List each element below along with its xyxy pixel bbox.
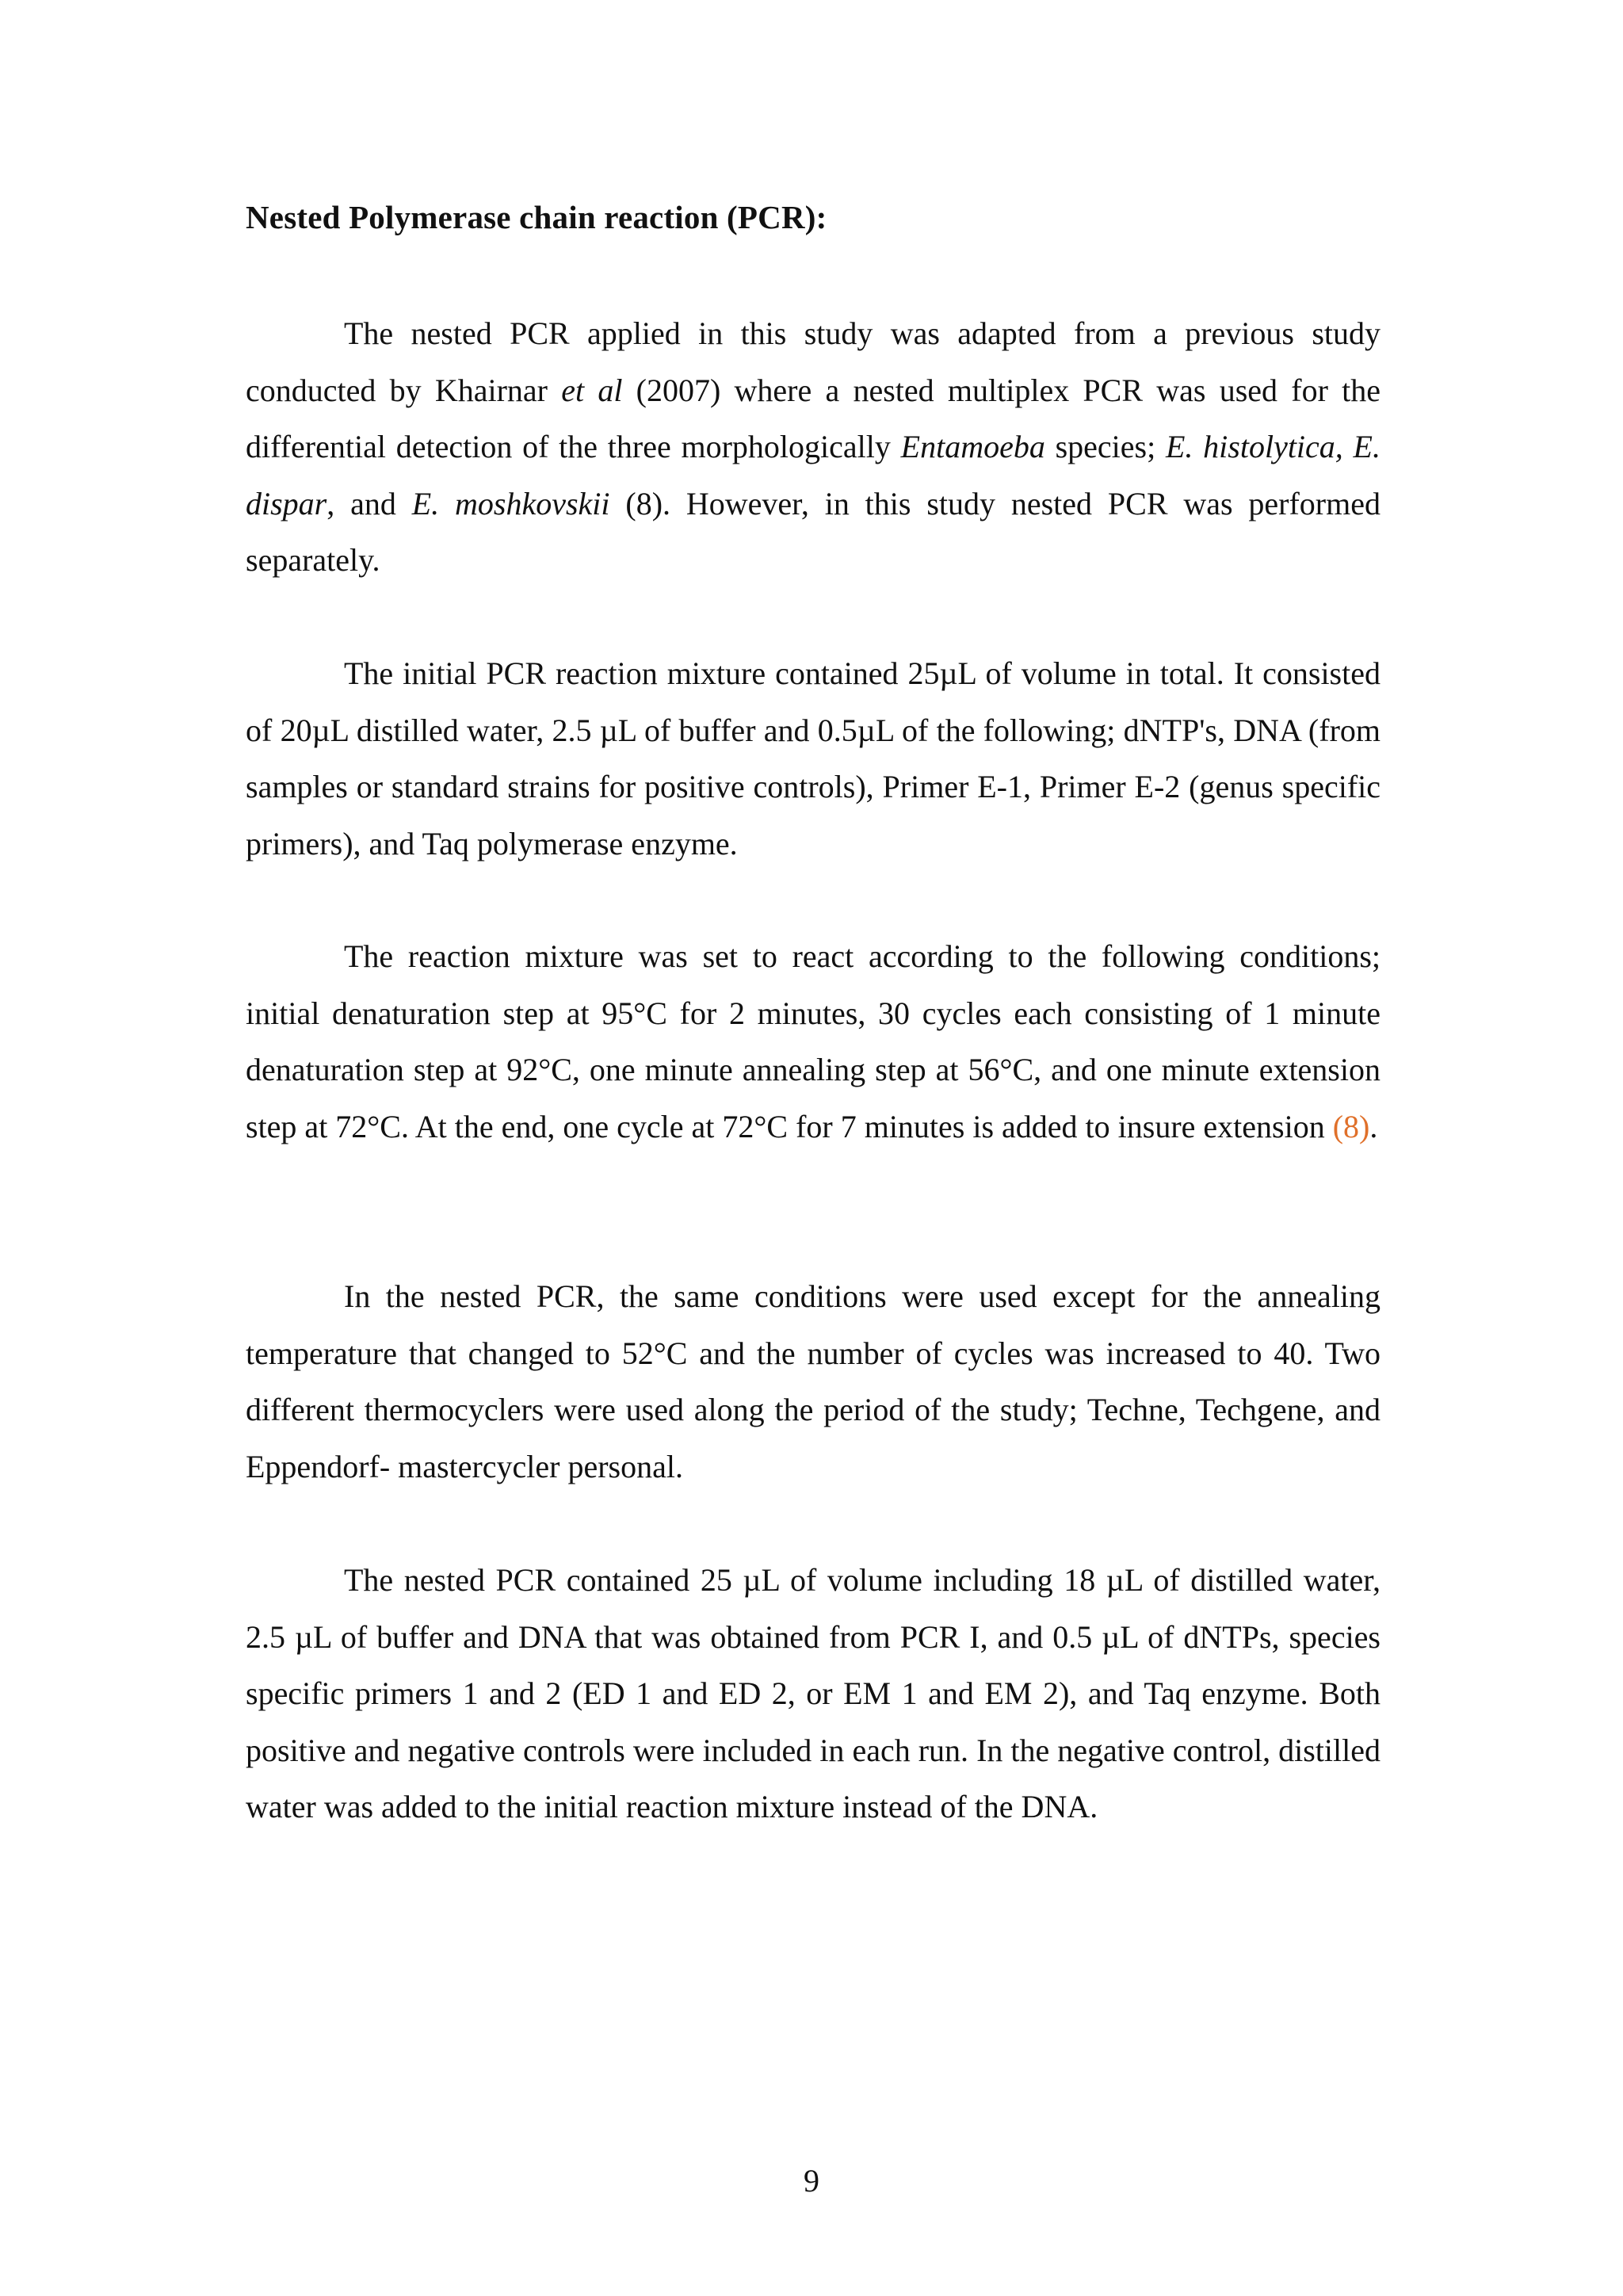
italic-text: et al [561,372,623,408]
paragraph-text: species; [1044,429,1166,464]
paragraph-text: The nested PCR applied in this study was adapted from a previous study conducted by Khairnar [246,315,1381,408]
paragraph-reaction-conditions [246,928,1381,1155]
page-number: 9 [804,2163,819,2199]
paragraph-text: . [1369,1108,1378,1144]
paragraph-nested-conditions: In the nested PCR, the same conditions were used except for the annealing temperature that changed to 52°C and the number of cycles was increased to 40. Two different thermocyclers were used along the period of the study; Techne, Techgene, and Eppendorf- mastercycler personal. [246,1278,1381,1484]
italic-species: E. histolytica, E. dispar [246,429,1381,521]
paragraph-text: (8). However, in this study nested PCR was performed separately. [246,485,1381,578]
paragraph-text: (2007) where a nested multiplex PCR was used for the differential detection of the three morphologically [246,372,1381,464]
paragraph-initial-mixture: The initial PCR reaction mixture contained 25µL of volume in total. It consisted of 20µL distilled water, 2.5 µL of buffer and 0.5µL of the following; dNTP's, DNA (from samples or standard strains for positive controls), Primer E-1, Primer E-2 (genus specific primers), and Taq polymerase enzyme. [246,655,1381,861]
paragraph-nested-pcr-source [246,305,1381,589]
paragraph-text: The reaction mixture was set to react according to the following conditions; initial denaturation step at 95°C for 2 minutes, 30 cycles each consisting of 1 minute denaturation step at 92°C, one minute annealing step at 56°C, and one minute extension step at 72°C. At the end, one cycle at 72°C for 7 minutes is added to insure extension [246,938,1381,1144]
italic-species: E. moshkovskii [411,485,610,521]
italic-genus: Entamoeba [900,429,1045,464]
paragraph-nested-mixture: The nested PCR contained 25 µL of volume including 18 µL of distilled water, 2.5 µL of buffer and DNA that was obtained from PCR I, and 0.5 µL of dNTPs, species specific primers 1 and 2 (ED 1 and ED 2, or EM 1 and EM 2), and Taq enzyme. Both positive and negative controls were included in each run. In the negative control, distilled water was added to the initial reaction mixture instead of the DNA. [246,1562,1381,1824]
paragraph-text: , and [327,485,412,521]
citation-link[interactable]: (8) [1332,1108,1370,1144]
section-heading: Nested Polymerase chain reaction (PCR): [246,199,827,235]
